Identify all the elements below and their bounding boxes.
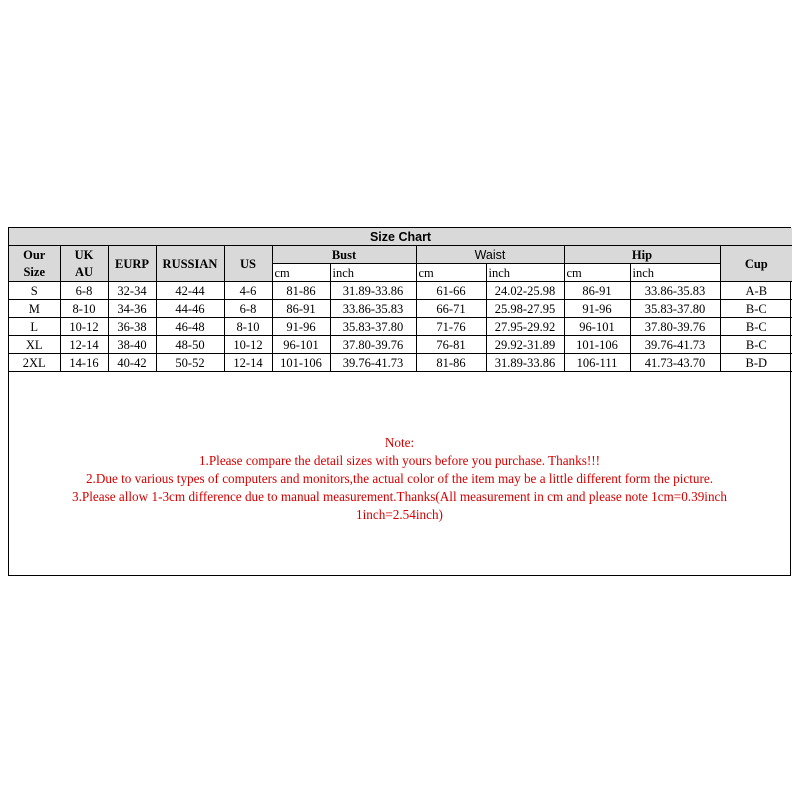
cell-bust-inch: 31.89-33.86 <box>330 282 416 300</box>
header-cup: Cup <box>720 246 792 282</box>
cell-size: M <box>9 300 60 318</box>
cell-cup: A-B <box>720 282 792 300</box>
header-bust: Bust <box>272 246 416 264</box>
cell-hip-inch: 41.73-43.70 <box>630 354 720 372</box>
cell-hip-inch: 39.76-41.73 <box>630 336 720 354</box>
cell-uk: 14-16 <box>60 354 108 372</box>
cell-eurp: 36-38 <box>108 318 156 336</box>
cell-bust-cm: 101-106 <box>272 354 330 372</box>
cell-eurp: 32-34 <box>108 282 156 300</box>
cell-bust-inch: 37.80-39.76 <box>330 336 416 354</box>
cell-hip-inch: 37.80-39.76 <box>630 318 720 336</box>
table-row <box>9 300 792 318</box>
note-line-3: 3.Please allow 1-3cm difference due to manual measurement.Thanks(All measurement in cm and please note 1cm=0.39inch <box>72 489 727 504</box>
cell-us: 6-8 <box>224 300 272 318</box>
header-hip-cm: cm <box>564 264 630 282</box>
cell-waist-cm: 61-66 <box>416 282 486 300</box>
cell-bust-inch: 33.86-35.83 <box>330 300 416 318</box>
cell-bust-inch: 35.83-37.80 <box>330 318 416 336</box>
header-bust-inch: inch <box>330 264 416 282</box>
cell-cup: B-D <box>720 354 792 372</box>
cell-size: XL <box>9 336 60 354</box>
table-title: Size Chart <box>9 228 792 246</box>
cell-bust-cm: 86-91 <box>272 300 330 318</box>
table-row <box>9 336 792 354</box>
header-russian: RUSSIAN <box>156 246 224 282</box>
cell-russian: 50-52 <box>156 354 224 372</box>
cell-waist-cm: 81-86 <box>416 354 486 372</box>
table-row <box>9 282 792 300</box>
cell-hip-cm: 106-111 <box>564 354 630 372</box>
cell-uk: 12-14 <box>60 336 108 354</box>
cell-waist-cm: 76-81 <box>416 336 486 354</box>
size-table <box>9 228 792 372</box>
cell-size: S <box>9 282 60 300</box>
cell-us: 10-12 <box>224 336 272 354</box>
cell-hip-inch: 35.83-37.80 <box>630 300 720 318</box>
note-line-4: 1inch=2.54inch) <box>356 507 443 522</box>
cell-us: 4-6 <box>224 282 272 300</box>
cell-eurp: 38-40 <box>108 336 156 354</box>
cell-size: L <box>9 318 60 336</box>
size-chart <box>8 227 791 576</box>
header-waist-inch: inch <box>486 264 564 282</box>
header-eurp: EURP <box>108 246 156 282</box>
cell-waist-inch: 29.92-31.89 <box>486 336 564 354</box>
table-row <box>9 354 792 372</box>
cell-us: 12-14 <box>224 354 272 372</box>
header-us: US <box>224 246 272 282</box>
header-bust-cm: cm <box>272 264 330 282</box>
cell-waist-cm: 71-76 <box>416 318 486 336</box>
cell-hip-inch: 33.86-35.83 <box>630 282 720 300</box>
header-hip: Hip <box>564 246 720 264</box>
cell-hip-cm: 86-91 <box>564 282 630 300</box>
cell-cup: B-C <box>720 318 792 336</box>
note-line-2: 2.Due to various types of computers and monitors,the actual color of the item may be a little different form the picture. <box>85 471 714 486</box>
header-waist: Waist <box>416 246 564 264</box>
cell-russian: 46-48 <box>156 318 224 336</box>
cell-eurp: 34-36 <box>108 300 156 318</box>
cell-waist-inch: 31.89-33.86 <box>486 354 564 372</box>
cell-eurp: 40-42 <box>108 354 156 372</box>
cell-hip-cm: 91-96 <box>564 300 630 318</box>
cell-bust-cm: 96-101 <box>272 336 330 354</box>
cell-cup: B-C <box>720 336 792 354</box>
cell-russian: 42-44 <box>156 282 224 300</box>
note-heading: Note: <box>384 435 415 450</box>
notes <box>9 434 790 524</box>
cell-uk: 6-8 <box>60 282 108 300</box>
cell-waist-inch: 27.95-29.92 <box>486 318 564 336</box>
cell-hip-cm: 96-101 <box>564 318 630 336</box>
header-uk-au: UK AU <box>60 246 108 282</box>
cell-waist-inch: 25.98-27.95 <box>486 300 564 318</box>
cell-us: 8-10 <box>224 318 272 336</box>
cell-uk: 10-12 <box>60 318 108 336</box>
cell-russian: 48-50 <box>156 336 224 354</box>
cell-uk: 8-10 <box>60 300 108 318</box>
header-hip-inch: inch <box>630 264 720 282</box>
cell-bust-cm: 91-96 <box>272 318 330 336</box>
note-line-1: 1.Please compare the detail sizes with yours before you purchase. Thanks!!! <box>198 453 601 468</box>
table-row <box>9 318 792 336</box>
cell-bust-inch: 39.76-41.73 <box>330 354 416 372</box>
cell-bust-cm: 81-86 <box>272 282 330 300</box>
header-waist-cm: cm <box>416 264 486 282</box>
cell-cup: B-C <box>720 300 792 318</box>
cell-size: 2XL <box>9 354 60 372</box>
cell-waist-cm: 66-71 <box>416 300 486 318</box>
cell-waist-inch: 24.02-25.98 <box>486 282 564 300</box>
cell-hip-cm: 101-106 <box>564 336 630 354</box>
cell-russian: 44-46 <box>156 300 224 318</box>
header-our-size: Our Size <box>9 246 60 282</box>
